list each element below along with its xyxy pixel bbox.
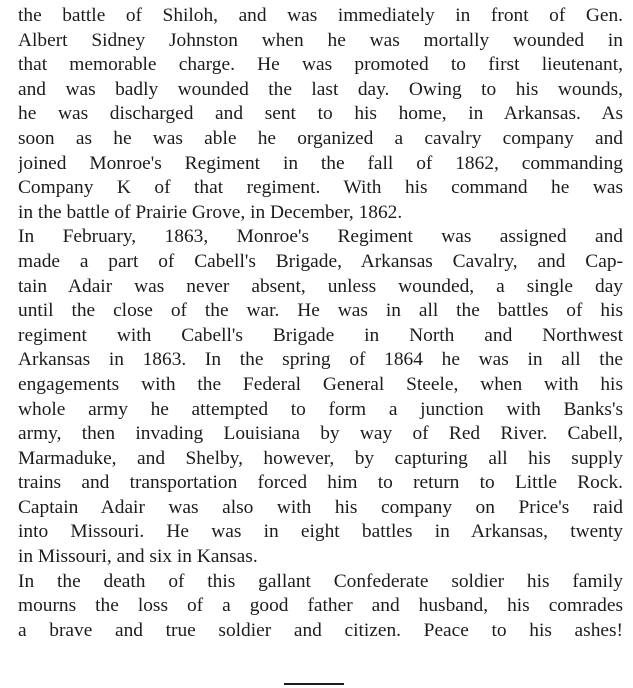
text-line: the battle of Shiloh, and was immediately in front of Gen. (18, 5, 623, 26)
text-line: trains and transportation forced him to return to Little Rock. (18, 472, 623, 494)
text-line: and was badly wounded the last day. Owing to his wounds, (18, 78, 623, 100)
text-line: In the death of this gallant Confederate soldier his family (18, 570, 623, 592)
text-line: in the battle of Prairie Grove, in December, 1862. (18, 201, 403, 223)
text-line: until the close of the war. He was in all the battles of his (18, 300, 623, 322)
text-line: Albert Sidney Johnston when he was mortally wounded in (18, 29, 623, 51)
text-line: regiment with Cabell's Brigade in North and Northwest (18, 324, 623, 346)
text-line: Company K of that regiment. With his command he was (18, 177, 623, 199)
text-line: joined Monroe's Regiment in the fall of 1862, commanding (18, 152, 623, 174)
text-line: In February, 1863, Monroe's Regiment was assigned and (18, 226, 623, 248)
text-line: mourns the loss of a good father and husband, his comrades (18, 595, 623, 617)
text-line: whole army he attempted to form a junction with Banks's (18, 398, 623, 420)
paragraph-cabells-brigade (18, 225, 623, 569)
paragraph-closing (18, 570, 623, 644)
text-line: he was discharged and sent to his home, in Arkansas. As (18, 103, 623, 125)
text-line: into Missouri. He was in eight battles in Arkansas, twenty (18, 521, 623, 543)
text-line: that memorable charge. He was promoted to first lieutenant, (18, 54, 623, 76)
text-line: Arkansas in 1863. In the spring of 1864 he was in all the (18, 349, 623, 371)
text-line: tain Adair was never absent, unless wounded, a single day (18, 275, 623, 297)
text-line: made a part of Cabell's Brigade, Arkansas Cavalry, and Cap- (18, 250, 623, 272)
section-divider-rule (284, 683, 344, 685)
text-line: Marmaduke, and Shelby, however, by capturing all his supply (18, 447, 623, 469)
text-line: Captain Adair was also with his company on Price's raid (18, 496, 623, 518)
paragraph-shiloh (18, 4, 623, 225)
text-line: a brave and true soldier and citizen. Peace to his ashes! (18, 619, 623, 641)
text-line: army, then invading Louisiana by way of Red River. Cabell, (18, 423, 623, 445)
document-page (18, 4, 623, 643)
text-line: in Missouri, and six in Kansas. (18, 546, 258, 568)
text-line: engagements with the Federal General Steele, when with his (18, 373, 623, 395)
text-line: soon as he was able he organized a cavalry company and (18, 127, 623, 149)
